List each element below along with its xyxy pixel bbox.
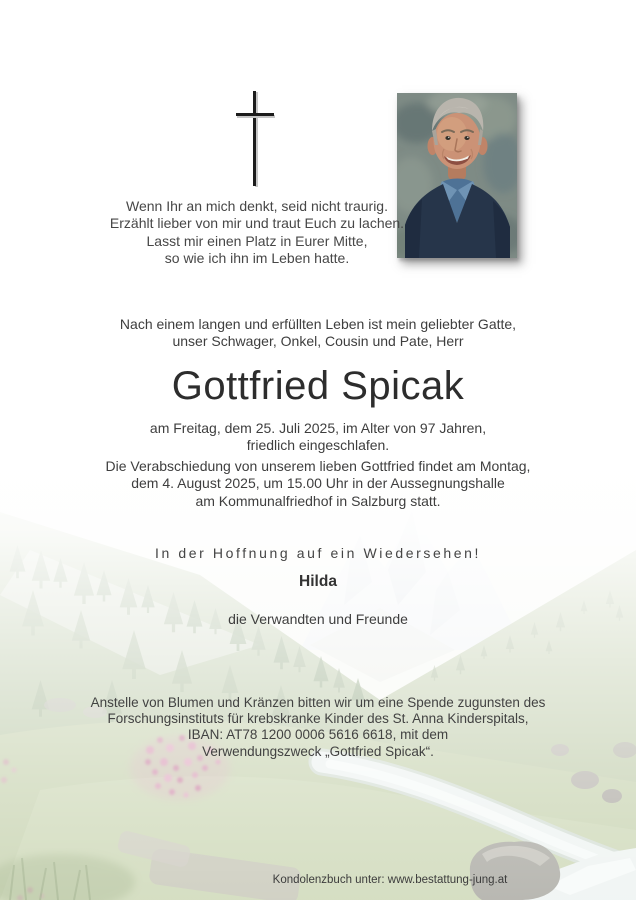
intro-line: unser Schwager, Onkel, Cousin und Pate, Herr bbox=[172, 333, 464, 350]
death-line: friedlich eingeschlafen. bbox=[246, 437, 390, 454]
donation-line: Forschungsinstituts für krebskranke Kinder des St. Anna Kinderspitals, bbox=[107, 711, 529, 727]
donation-line: IBAN: AT78 1200 0006 5616 6618, mit dem bbox=[187, 727, 449, 743]
farewell-line: am Kommunalfriedhof in Salzburg statt. bbox=[195, 492, 441, 509]
mourner-primary: Hilda bbox=[299, 573, 337, 590]
deceased-name: Gottfried Spicak bbox=[171, 364, 465, 408]
verse-line: Erzählt lieber von mir und traut Euch zu lachen. bbox=[109, 215, 405, 232]
donation-line: Anstelle von Blumen und Kränzen bitten wir um eine Spende zugunsten des bbox=[90, 695, 546, 710]
intro-line: Nach einem langen und erfüllten Leben ist mein geliebter Gatte, bbox=[119, 316, 517, 332]
cross-icon bbox=[236, 91, 276, 186]
condolence-note: Kondolenzbuch unter: www.bestattung-jung.at bbox=[272, 874, 508, 886]
verse-line: so wie ich ihn im Leben hatte. bbox=[164, 249, 350, 266]
verse-line: Lasst mir einen Platz in Eurer Mitte, bbox=[146, 232, 368, 249]
farewell-notice bbox=[0, 458, 636, 510]
mourners-secondary: die Verwandten und Freunde bbox=[228, 611, 408, 627]
death-line: am Freitag, dem 25. Juli 2025, im Alter von 97 Jahren, bbox=[149, 420, 487, 436]
verse-block bbox=[0, 198, 514, 267]
hope-line: In der Hoffnung auf ein Wiedersehen! bbox=[154, 545, 482, 561]
donation-line: Verwendungszweck „Gottfried Spicak“. bbox=[202, 743, 434, 759]
death-notice bbox=[0, 420, 636, 455]
farewell-line: dem 4. August 2025, um 15.00 Uhr in der Aussegnungshalle bbox=[131, 475, 505, 492]
intro-block bbox=[0, 316, 636, 351]
farewell-line: Die Verabschiedung von unserem lieben Gottfried findet am Montag, bbox=[105, 458, 531, 474]
donation-note bbox=[0, 695, 636, 760]
verse-line: Wenn Ihr an mich denkt, seid nicht traurig. bbox=[126, 198, 388, 214]
